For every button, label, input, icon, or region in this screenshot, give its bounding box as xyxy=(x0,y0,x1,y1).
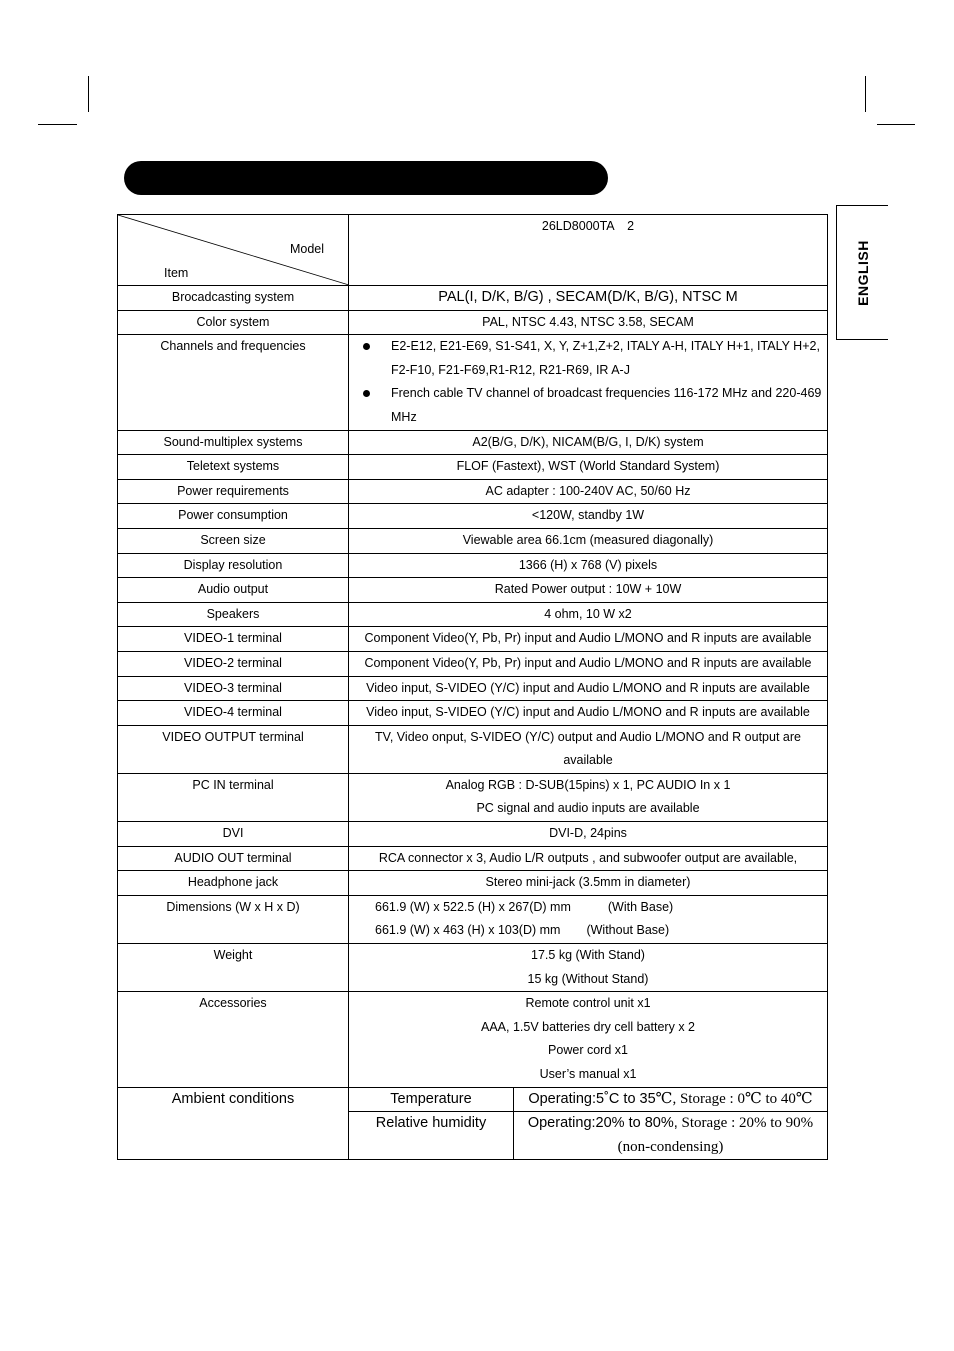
spec-value: RCA connector x 3, Audio L/R outputs , and subwoofer output are available, xyxy=(349,846,828,871)
crop-mark xyxy=(865,76,866,112)
model-header-label: Model xyxy=(289,242,324,256)
temperature-operating: Operating:5˚C to 35 xyxy=(528,1090,656,1107)
dimension-note: (Without Base) xyxy=(586,923,670,938)
spec-value-line: 15 kg (Without Stand) xyxy=(527,971,649,986)
spec-item-label: VIDEO-3 terminal xyxy=(118,676,349,701)
humidity-storage: Storage : 20% to 90%(non-condensing) xyxy=(617,1115,814,1155)
dimension-note: (With Base) xyxy=(607,899,674,914)
table-row xyxy=(118,627,828,652)
table-row xyxy=(118,992,828,1087)
table-row xyxy=(118,578,828,603)
spec-item-label: Brocadcasting system xyxy=(118,286,349,311)
temperature-label: Temperature xyxy=(349,1087,514,1112)
table-row xyxy=(118,528,828,553)
spec-value xyxy=(349,773,828,821)
spec-value xyxy=(349,335,828,430)
list-item: French cable TV channel of broadcast frequencies 116-172 MHz and 220-469 MHz xyxy=(357,382,823,429)
table-row xyxy=(118,602,828,627)
specifications-table xyxy=(117,214,828,1160)
table-row xyxy=(118,553,828,578)
spec-item-label: Display resolution xyxy=(118,553,349,578)
table-row xyxy=(118,846,828,871)
spec-value: Video input, S-VIDEO (Y/C) input and Audio L/MONO and R inputs are available xyxy=(349,676,828,701)
table-row xyxy=(118,676,828,701)
spec-item-label: Headphone jack xyxy=(118,871,349,896)
spec-item-label: PC IN terminal xyxy=(118,773,349,821)
temperature-value xyxy=(514,1087,828,1112)
table-row xyxy=(118,701,828,726)
humidity-value xyxy=(514,1112,828,1160)
crop-mark xyxy=(88,76,89,112)
header-corner-cell xyxy=(118,215,349,286)
table-row xyxy=(118,822,828,847)
spec-value: Viewable area 66.1cm (measured diagonally) xyxy=(349,528,828,553)
table-header-row xyxy=(118,215,828,286)
crop-mark xyxy=(38,124,77,125)
table-row xyxy=(118,651,828,676)
spec-item-label: Dimensions (W x H x D) xyxy=(118,895,349,943)
humidity-label: Relative humidity xyxy=(349,1112,514,1160)
spec-item-label: Screen size xyxy=(118,528,349,553)
spec-value: 1366 (H) x 768 (V) pixels xyxy=(349,553,828,578)
spec-value-line: Power cord x1 xyxy=(548,1043,628,1058)
dimension-size: 661.9 (W) x 522.5 (H) x 267(D) mm xyxy=(375,899,571,914)
crop-mark xyxy=(877,124,915,125)
spec-item-label: VIDEO-1 terminal xyxy=(118,627,349,652)
spec-value: AC adapter : 100-240V AC, 50/60 Hz xyxy=(349,479,828,504)
spec-value xyxy=(349,992,828,1087)
table-row xyxy=(118,430,828,455)
spec-value: Rated Power output : 10W + 10W xyxy=(349,578,828,603)
spec-item-label: Sound-multiplex systems xyxy=(118,430,349,455)
table-row xyxy=(118,895,828,943)
spec-item-label: Speakers xyxy=(118,602,349,627)
spec-value-line: PC signal and audio inputs are available xyxy=(476,801,700,816)
table-row xyxy=(118,479,828,504)
table-row xyxy=(118,455,828,480)
dimension-line xyxy=(353,919,823,943)
spec-item-label: Power consumption xyxy=(118,504,349,529)
table-row xyxy=(118,310,828,335)
spec-value: Component Video(Y, Pb, Pr) input and Audio L/MONO and R inputs are available xyxy=(349,651,828,676)
spec-item-label: Teletext systems xyxy=(118,455,349,480)
spec-value: PAL, NTSC 4.43, NTSC 3.58, SECAM xyxy=(349,310,828,335)
spec-value: Stereo mini-jack (3.5mm in diameter) xyxy=(349,871,828,896)
spec-item-label: Power requirements xyxy=(118,479,349,504)
spec-value: <120W, standby 1W xyxy=(349,504,828,529)
spec-value: 4 ohm, 10 W x2 xyxy=(349,602,828,627)
table-row xyxy=(118,773,828,821)
table-row xyxy=(118,944,828,992)
spec-value-line: Analog RGB : D-SUB(15pins) x 1, PC AUDIO In x 1 xyxy=(445,777,731,792)
spec-value: TV, Video onput, S-VIDEO (Y/C) output and Audio L/MONO and R output are available xyxy=(349,725,828,773)
dimension-size: 661.9 (W) x 463 (H) x 103(D) mm xyxy=(375,923,561,938)
item-header-label: Item xyxy=(164,266,189,280)
spec-item-label: Channels and frequencies xyxy=(118,335,349,430)
spec-value: Component Video(Y, Pb, Pr) input and Audio L/MONO and R inputs are available xyxy=(349,627,828,652)
ambient-conditions-label: Ambient conditions xyxy=(118,1087,349,1160)
spec-item-label: VIDEO-2 terminal xyxy=(118,651,349,676)
spec-item-label: Color system xyxy=(118,310,349,335)
table-row xyxy=(118,504,828,529)
table-row xyxy=(118,335,828,430)
language-tab-label: ENGLISH xyxy=(854,239,871,306)
table-row xyxy=(118,286,828,311)
spec-value-line: 17.5 kg (With Stand) xyxy=(531,948,645,963)
spec-value: DVI-D, 24pins xyxy=(349,822,828,847)
temperature-storage: ℃, Storage : 0℃ to 40℃ xyxy=(655,1090,813,1107)
table-row xyxy=(118,871,828,896)
spec-value: A2(B/G, D/K), NICAM(B/G, I, D/K) system xyxy=(349,430,828,455)
spec-item-label: Weight xyxy=(118,944,349,992)
spec-value xyxy=(349,944,828,992)
spec-item-label: AUDIO OUT terminal xyxy=(118,846,349,871)
spec-value-line: Remote control unit x1 xyxy=(525,996,651,1011)
model-number: 26LD8000TA 2 xyxy=(349,215,828,286)
spec-item-label: VIDEO-4 terminal xyxy=(118,701,349,726)
table-row xyxy=(118,725,828,773)
spec-item-label: Audio output xyxy=(118,578,349,603)
spec-value-line: AAA, 1.5V batteries dry cell battery x 2 xyxy=(481,1019,695,1034)
spec-value: Video input, S-VIDEO (Y/C) input and Audio L/MONO and R inputs are available xyxy=(349,701,828,726)
list-item: E2-E12, E21-E69, S1-S41, X, Y, Z+1,Z+2, ITALY A-H, ITALY H+1, ITALY H+2, F2-F10, F21-F69,R1-R12, R21-R69, IR A-J xyxy=(357,335,823,382)
language-tab xyxy=(836,205,888,340)
spec-item-label: DVI xyxy=(118,822,349,847)
spec-value: PAL(I, D/K, B/G) , SECAM(D/K, B/G), NTSC M xyxy=(349,286,828,311)
section-title-bar xyxy=(124,161,608,195)
spec-value: FLOF (Fastext), WST (World Standard System) xyxy=(349,455,828,480)
spec-value-line: User’s manual x1 xyxy=(539,1067,637,1081)
dimension-line xyxy=(353,896,823,920)
spec-item-label: Accessories xyxy=(118,992,349,1087)
humidity-operating: Operating:20% to 80%, xyxy=(527,1115,678,1132)
table-row xyxy=(118,1087,828,1112)
bullet-list xyxy=(353,335,823,429)
spec-item-label: VIDEO OUTPUT terminal xyxy=(118,725,349,773)
spec-value xyxy=(349,895,828,943)
